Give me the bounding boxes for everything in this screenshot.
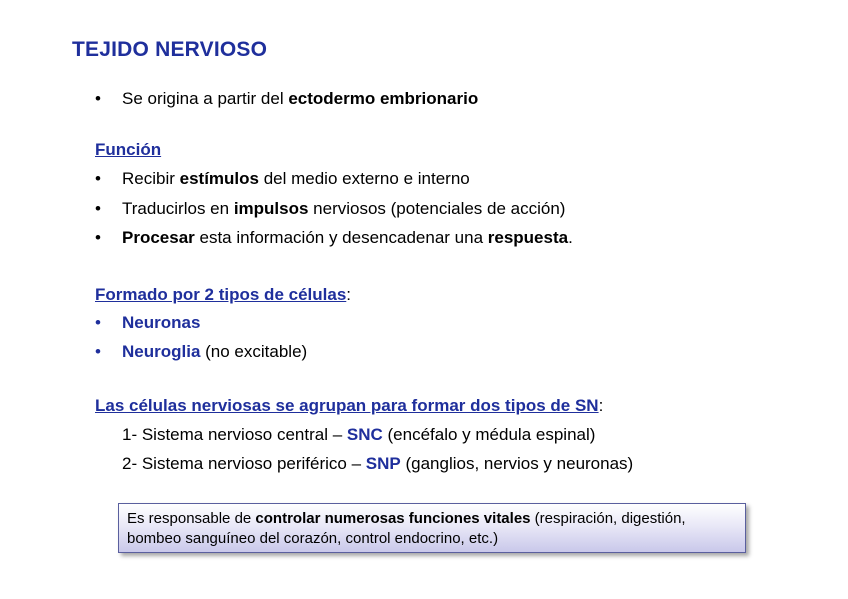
bullet-marker: • [95, 199, 101, 218]
note-text-part: (respiración, digestión, bombeo sanguíneo del corazón, control endocrino, etc.) [127, 510, 686, 547]
cell-type-name: Neuronas [122, 313, 201, 332]
bullet-marker: • [95, 342, 101, 361]
item-bold: respuesta [487, 228, 569, 247]
bullet-marker: • [95, 169, 101, 188]
slide-title: TEJIDO NERVIOSO [72, 38, 268, 61]
intro-text [122, 89, 478, 109]
note-box [118, 503, 746, 553]
item-bold: impulsos [233, 199, 309, 218]
sn-abbrev: SNP [365, 454, 401, 473]
formado-heading-row [95, 285, 351, 305]
item-bold: Procesar [122, 228, 195, 247]
formado-heading: Formado por 2 tipos de células [95, 285, 347, 304]
funcion-heading: Función [95, 140, 162, 159]
item-text: 2- Sistema nervioso periférico – [122, 454, 366, 473]
funcion-item [122, 169, 470, 189]
item-text: del medio externo e interno [258, 169, 470, 188]
agrupan-heading: Las células nerviosas se agrupan para formar dos tipos de SN [95, 396, 599, 415]
bullet-marker: • [95, 313, 101, 332]
cell-type-name: Neuroglia [122, 342, 201, 361]
colon: : [598, 396, 604, 415]
item-text: 1- Sistema nervioso central – [122, 425, 347, 444]
item-text: esta información y desencadenar una [194, 228, 488, 247]
item-text: . [568, 228, 573, 247]
item-text: Traducirlos en [122, 199, 234, 218]
bullet-marker: • [95, 89, 101, 108]
item-text: (no excitable) [200, 342, 308, 361]
item-text: (ganglios, nervios y neuronas) [400, 454, 634, 473]
item-text: nerviosos (potenciales de acción) [308, 199, 566, 218]
sn-abbrev: SNC [346, 425, 383, 444]
sn-item [122, 425, 595, 445]
intro-text-bold: ectodermo embrionario [288, 89, 479, 108]
note-text-bold: controlar numerosas funciones vitales [255, 510, 531, 527]
funcion-item [122, 228, 573, 248]
bullet-marker: • [95, 228, 101, 247]
agrupan-heading-row [95, 396, 603, 416]
note-text-part: Es responsable de [127, 510, 256, 527]
colon: : [346, 285, 352, 304]
item-text: Recibir [122, 169, 180, 188]
item-bold: estímulos [179, 169, 259, 188]
funcion-item [122, 199, 565, 219]
intro-text-part: Se origina a partir del [122, 89, 289, 108]
cell-type-item [122, 313, 200, 333]
sn-item [122, 454, 633, 474]
note-text [127, 509, 739, 549]
cell-type-item [122, 342, 307, 362]
item-text: (encéfalo y médula espinal) [382, 425, 596, 444]
